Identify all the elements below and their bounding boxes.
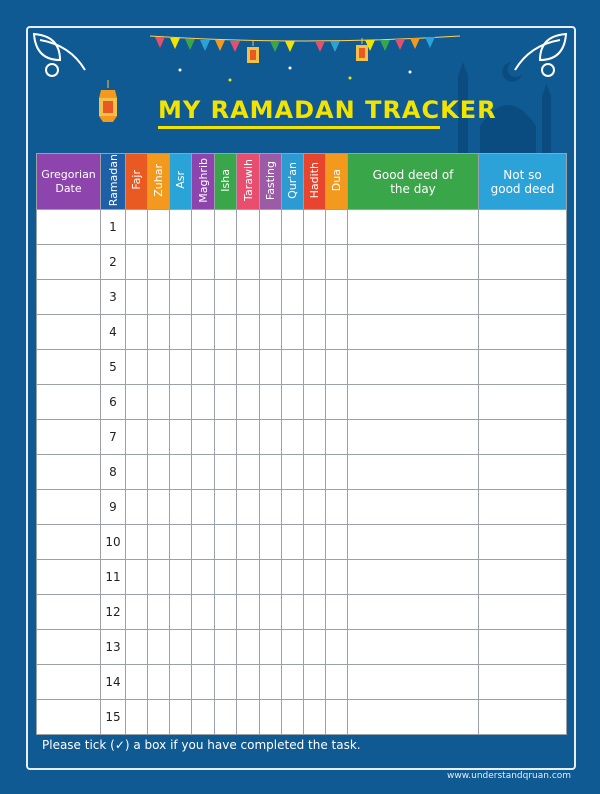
gregorian-date-cell[interactable] xyxy=(37,420,101,455)
gregorian-date-cell[interactable] xyxy=(37,490,101,525)
tick-box[interactable] xyxy=(304,560,326,595)
ramadan-day-number: 1 xyxy=(101,210,126,245)
tick-box[interactable] xyxy=(237,455,260,490)
tick-box[interactable] xyxy=(237,630,260,665)
tick-box[interactable] xyxy=(282,560,304,595)
tick-box[interactable] xyxy=(126,280,148,315)
tick-box[interactable] xyxy=(237,420,260,455)
tick-box[interactable] xyxy=(170,630,192,665)
tick-box[interactable] xyxy=(215,665,237,700)
not-so-good-deed-cell[interactable] xyxy=(479,210,567,245)
ramadan-day-number: 5 xyxy=(101,350,126,385)
tick-box[interactable] xyxy=(304,700,326,735)
tick-box[interactable] xyxy=(170,420,192,455)
not-so-good-deed-cell[interactable] xyxy=(479,525,567,560)
ramadan-day-number: 8 xyxy=(101,455,126,490)
tick-box[interactable] xyxy=(170,280,192,315)
not-so-good-deed-cell[interactable] xyxy=(479,245,567,280)
good-deed-cell[interactable] xyxy=(348,385,479,420)
tick-box[interactable] xyxy=(126,385,148,420)
tick-box[interactable] xyxy=(304,385,326,420)
tick-box[interactable] xyxy=(148,245,170,280)
table-row xyxy=(37,630,567,665)
tick-box[interactable] xyxy=(304,280,326,315)
tick-box[interactable] xyxy=(260,420,282,455)
ramadan-day-number: 14 xyxy=(101,665,126,700)
tick-box[interactable] xyxy=(260,210,282,245)
header-fajr: Fajr xyxy=(126,154,148,210)
ramadan-day-number: 11 xyxy=(101,560,126,595)
tick-box[interactable] xyxy=(215,280,237,315)
not-so-good-deed-cell[interactable] xyxy=(479,455,567,490)
tick-box[interactable] xyxy=(282,420,304,455)
tick-box[interactable] xyxy=(215,560,237,595)
tick-box[interactable] xyxy=(304,455,326,490)
not-so-good-deed-cell[interactable] xyxy=(479,560,567,595)
tick-box[interactable] xyxy=(192,385,215,420)
tick-box[interactable] xyxy=(326,525,348,560)
tick-box[interactable] xyxy=(326,455,348,490)
tick-box[interactable] xyxy=(282,350,304,385)
good-deed-cell[interactable] xyxy=(348,700,479,735)
tick-box[interactable] xyxy=(260,350,282,385)
tick-box[interactable] xyxy=(126,490,148,525)
tick-box[interactable] xyxy=(260,245,282,280)
tick-box[interactable] xyxy=(126,420,148,455)
tick-box[interactable] xyxy=(170,210,192,245)
tick-box[interactable] xyxy=(126,700,148,735)
gregorian-date-cell[interactable] xyxy=(37,210,101,245)
tick-box[interactable] xyxy=(326,280,348,315)
tick-box[interactable] xyxy=(326,665,348,700)
tick-box[interactable] xyxy=(237,245,260,280)
tick-box[interactable] xyxy=(260,280,282,315)
gregorian-date-cell[interactable] xyxy=(37,385,101,420)
not-so-good-deed-cell[interactable] xyxy=(479,630,567,665)
lantern-icon xyxy=(95,80,121,128)
table-row xyxy=(37,595,567,630)
tick-box[interactable] xyxy=(326,350,348,385)
tick-box[interactable] xyxy=(237,700,260,735)
gregorian-date-cell[interactable] xyxy=(37,560,101,595)
good-deed-cell[interactable] xyxy=(348,525,479,560)
tick-box[interactable] xyxy=(237,385,260,420)
tick-box[interactable] xyxy=(282,525,304,560)
tick-box[interactable] xyxy=(148,210,170,245)
gregorian-date-cell[interactable] xyxy=(37,245,101,280)
tick-box[interactable] xyxy=(282,315,304,350)
tick-box[interactable] xyxy=(126,350,148,385)
tick-box[interactable] xyxy=(260,525,282,560)
tick-box[interactable] xyxy=(170,455,192,490)
table-row xyxy=(37,665,567,700)
tick-box[interactable] xyxy=(192,665,215,700)
gregorian-date-cell[interactable] xyxy=(37,280,101,315)
tick-box[interactable] xyxy=(192,560,215,595)
tick-box[interactable] xyxy=(282,210,304,245)
tick-box[interactable] xyxy=(326,315,348,350)
not-so-good-deed-cell[interactable] xyxy=(479,595,567,630)
tick-box[interactable] xyxy=(304,630,326,665)
table-row xyxy=(37,560,567,595)
tick-box[interactable] xyxy=(192,280,215,315)
ramadan-day-number: 15 xyxy=(101,700,126,735)
page-title: MY RAMADAN TRACKER xyxy=(158,96,497,124)
good-deed-cell[interactable] xyxy=(348,420,479,455)
tick-box[interactable] xyxy=(304,245,326,280)
tick-box[interactable] xyxy=(192,700,215,735)
table-row xyxy=(37,245,567,280)
tracker-table xyxy=(36,153,567,735)
tick-box[interactable] xyxy=(282,245,304,280)
not-so-good-deed-cell[interactable] xyxy=(479,490,567,525)
tick-box[interactable] xyxy=(192,490,215,525)
tick-box[interactable] xyxy=(148,700,170,735)
tick-box[interactable] xyxy=(237,490,260,525)
header-maghrib: Maghrib xyxy=(192,154,215,210)
tick-box[interactable] xyxy=(148,280,170,315)
tick-box[interactable] xyxy=(260,665,282,700)
tick-box[interactable] xyxy=(170,525,192,560)
header-good-deed: Good deed of the day xyxy=(348,154,479,210)
good-deed-cell[interactable] xyxy=(348,350,479,385)
tick-box[interactable] xyxy=(170,595,192,630)
ramadan-day-number: 2 xyxy=(101,245,126,280)
tick-box[interactable] xyxy=(326,210,348,245)
tick-box[interactable] xyxy=(282,595,304,630)
tick-box[interactable] xyxy=(326,385,348,420)
tick-box[interactable] xyxy=(148,665,170,700)
tick-box[interactable] xyxy=(192,630,215,665)
header-not-so-good-deed: Not so good deed xyxy=(479,154,567,210)
tick-box[interactable] xyxy=(237,665,260,700)
tick-box[interactable] xyxy=(237,210,260,245)
bunting-flags-icon xyxy=(150,30,460,60)
tick-box[interactable] xyxy=(260,700,282,735)
tick-box[interactable] xyxy=(304,315,326,350)
tick-box[interactable] xyxy=(304,210,326,245)
tick-box[interactable] xyxy=(148,315,170,350)
good-deed-cell[interactable] xyxy=(348,560,479,595)
tick-box[interactable] xyxy=(126,525,148,560)
tick-box[interactable] xyxy=(282,700,304,735)
tick-box[interactable] xyxy=(170,665,192,700)
tick-box[interactable] xyxy=(148,420,170,455)
table-row xyxy=(37,700,567,735)
tick-box[interactable] xyxy=(126,315,148,350)
tick-box[interactable] xyxy=(170,245,192,280)
tick-box[interactable] xyxy=(126,560,148,595)
header-isha: Isha xyxy=(215,154,237,210)
header-asr: Asr xyxy=(170,154,192,210)
stars-icon xyxy=(170,60,430,90)
not-so-good-deed-cell[interactable] xyxy=(479,385,567,420)
tick-box[interactable] xyxy=(237,280,260,315)
ramadan-day-number: 6 xyxy=(101,385,126,420)
header-ramadan: Ramadan xyxy=(101,154,126,210)
header-fasting: Fasting xyxy=(260,154,282,210)
tick-box[interactable] xyxy=(170,350,192,385)
gregorian-date-cell[interactable] xyxy=(37,350,101,385)
tick-box[interactable] xyxy=(170,315,192,350)
good-deed-cell[interactable] xyxy=(348,490,479,525)
title-underline xyxy=(158,126,440,129)
tick-box[interactable] xyxy=(326,560,348,595)
tick-box[interactable] xyxy=(148,595,170,630)
tick-box[interactable] xyxy=(237,315,260,350)
tick-box[interactable] xyxy=(215,455,237,490)
tick-box[interactable] xyxy=(192,525,215,560)
table-row xyxy=(37,420,567,455)
ramadan-day-number: 12 xyxy=(101,595,126,630)
tick-box[interactable] xyxy=(170,560,192,595)
ramadan-day-number: 10 xyxy=(101,525,126,560)
good-deed-cell[interactable] xyxy=(348,315,479,350)
tick-box[interactable] xyxy=(282,385,304,420)
tick-box[interactable] xyxy=(170,700,192,735)
tick-box[interactable] xyxy=(282,490,304,525)
gregorian-date-cell[interactable] xyxy=(37,595,101,630)
tick-box[interactable] xyxy=(170,490,192,525)
tick-box[interactable] xyxy=(126,595,148,630)
gregorian-date-cell[interactable] xyxy=(37,630,101,665)
tick-box[interactable] xyxy=(215,245,237,280)
header-dua: Dua xyxy=(326,154,348,210)
not-so-good-deed-cell[interactable] xyxy=(479,665,567,700)
tick-box[interactable] xyxy=(304,490,326,525)
tick-box[interactable] xyxy=(282,665,304,700)
tick-box[interactable] xyxy=(215,595,237,630)
tick-box[interactable] xyxy=(260,490,282,525)
tick-box[interactable] xyxy=(192,210,215,245)
tick-box[interactable] xyxy=(215,385,237,420)
tick-box[interactable] xyxy=(148,455,170,490)
not-so-good-deed-cell[interactable] xyxy=(479,350,567,385)
tick-box[interactable] xyxy=(326,595,348,630)
table-row xyxy=(37,280,567,315)
ramadan-day-number: 3 xyxy=(101,280,126,315)
good-deed-cell[interactable] xyxy=(348,630,479,665)
tick-box[interactable] xyxy=(126,245,148,280)
tick-box[interactable] xyxy=(215,350,237,385)
tick-box[interactable] xyxy=(148,350,170,385)
tick-box[interactable] xyxy=(260,455,282,490)
not-so-good-deed-cell[interactable] xyxy=(479,420,567,455)
website-url: www.understandqruan.com xyxy=(447,771,572,781)
tick-box[interactable] xyxy=(304,525,326,560)
tick-box[interactable] xyxy=(126,665,148,700)
not-so-good-deed-cell[interactable] xyxy=(479,700,567,735)
gregorian-date-cell[interactable] xyxy=(37,525,101,560)
tick-box[interactable] xyxy=(304,665,326,700)
tick-box[interactable] xyxy=(282,455,304,490)
gregorian-date-cell[interactable] xyxy=(37,455,101,490)
ramadan-day-number: 4 xyxy=(101,315,126,350)
header-tarawih: Tarawih xyxy=(237,154,260,210)
tick-box[interactable] xyxy=(260,560,282,595)
gregorian-date-cell[interactable] xyxy=(37,315,101,350)
table-header-row xyxy=(37,154,567,210)
tick-box[interactable] xyxy=(237,595,260,630)
tick-box[interactable] xyxy=(260,630,282,665)
tick-box[interactable] xyxy=(192,420,215,455)
tick-box[interactable] xyxy=(215,315,237,350)
tick-box[interactable] xyxy=(126,210,148,245)
corner-ornament-left xyxy=(30,30,90,90)
header-zuhar: Zuhar xyxy=(148,154,170,210)
tick-box[interactable] xyxy=(326,245,348,280)
good-deed-cell[interactable] xyxy=(348,665,479,700)
tick-box[interactable] xyxy=(215,210,237,245)
tick-box[interactable] xyxy=(260,595,282,630)
ramadan-day-number: 9 xyxy=(101,490,126,525)
header-hadith: Hadith xyxy=(304,154,326,210)
tick-box[interactable] xyxy=(326,700,348,735)
tick-box[interactable] xyxy=(215,700,237,735)
tick-box[interactable] xyxy=(260,315,282,350)
table-row xyxy=(37,490,567,525)
tick-box[interactable] xyxy=(148,525,170,560)
tick-box[interactable] xyxy=(237,350,260,385)
tick-box[interactable] xyxy=(148,560,170,595)
tick-box[interactable] xyxy=(326,420,348,455)
not-so-good-deed-cell[interactable] xyxy=(479,280,567,315)
tick-box[interactable] xyxy=(148,630,170,665)
tick-box[interactable] xyxy=(237,525,260,560)
table-row xyxy=(37,385,567,420)
tick-box[interactable] xyxy=(126,455,148,490)
not-so-good-deed-cell[interactable] xyxy=(479,315,567,350)
tick-box[interactable] xyxy=(282,630,304,665)
ramadan-day-number: 13 xyxy=(101,630,126,665)
tick-box[interactable] xyxy=(326,630,348,665)
table-row xyxy=(37,210,567,245)
good-deed-cell[interactable] xyxy=(348,245,479,280)
ramadan-day-number: 7 xyxy=(101,420,126,455)
gregorian-date-cell[interactable] xyxy=(37,665,101,700)
good-deed-cell[interactable] xyxy=(348,210,479,245)
header-quran: Qur'an xyxy=(282,154,304,210)
table-row xyxy=(37,315,567,350)
tick-box[interactable] xyxy=(148,490,170,525)
tick-box[interactable] xyxy=(192,455,215,490)
tick-box[interactable] xyxy=(326,490,348,525)
table-row xyxy=(37,525,567,560)
tick-box[interactable] xyxy=(304,350,326,385)
tick-box[interactable] xyxy=(282,280,304,315)
tick-box[interactable] xyxy=(304,595,326,630)
tick-box[interactable] xyxy=(215,420,237,455)
table-row xyxy=(37,455,567,490)
tick-box[interactable] xyxy=(215,490,237,525)
tick-box[interactable] xyxy=(126,630,148,665)
table-row xyxy=(37,350,567,385)
footer-note: Please tick (✓) a box if you have completed the task. xyxy=(42,738,361,752)
good-deed-cell[interactable] xyxy=(348,280,479,315)
tick-box[interactable] xyxy=(215,525,237,560)
tick-box[interactable] xyxy=(192,595,215,630)
tick-box[interactable] xyxy=(215,630,237,665)
tick-box[interactable] xyxy=(170,385,192,420)
tick-box[interactable] xyxy=(304,420,326,455)
tick-box[interactable] xyxy=(237,560,260,595)
gregorian-date-cell[interactable] xyxy=(37,700,101,735)
good-deed-cell[interactable] xyxy=(348,455,479,490)
tick-box[interactable] xyxy=(192,245,215,280)
tick-box[interactable] xyxy=(260,385,282,420)
tick-box[interactable] xyxy=(148,385,170,420)
header-gregorian-date: Gregorian Date xyxy=(37,154,101,210)
tick-box[interactable] xyxy=(192,350,215,385)
good-deed-cell[interactable] xyxy=(348,595,479,630)
tick-box[interactable] xyxy=(192,315,215,350)
